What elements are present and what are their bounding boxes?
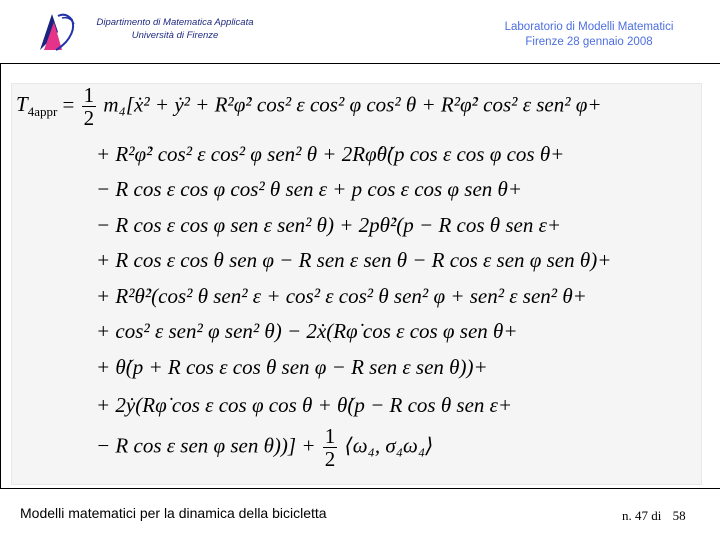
left-border: [0, 63, 1, 488]
equation-line-1: [16, 84, 602, 129]
university-logo: [36, 12, 80, 52]
page-label: n. 47 di: [622, 508, 662, 523]
equation-line-7: + cos² ε sen² φ sen² θ) − 2ẋ(Rφ̇ cos ε cos φ sen θ+: [96, 319, 518, 343]
equation-line-9: + 2ẏ(Rφ̇ cos ε cos φ cos θ + θ̇(p − R cos θ sen ε+: [96, 393, 513, 417]
equation-line-6: + R²θ̇²(cos² θ sen² ε + cos² ε cos² θ sen² φ + sen² ε sen² θ+: [96, 284, 587, 308]
bottom-divider: [0, 488, 720, 489]
half-fraction-2: $\frac{1}{2}$: [324, 424, 336, 471]
presentation-title: Modelli matematici per la dinamica della bicicletta: [20, 505, 327, 521]
venue-date: Firenze 28 gennaio 2008: [525, 36, 653, 48]
university-name: Università di Firenze: [131, 30, 219, 41]
equation-term-10b: ⟨ω₄, σ₄ω₄⟩: [344, 433, 434, 458]
equation-term-10a: − R cos ε sen φ sen θ))] +: [96, 433, 316, 458]
lab-heading: [460, 20, 718, 50]
top-divider: [0, 63, 390, 64]
department-heading: [85, 16, 265, 42]
equation-line-10: [96, 425, 433, 470]
equation-line-4: − R cos ε cos φ sen ε sen² θ) + 2pθ̇²(p − R cos θ sen ε+: [96, 213, 562, 237]
page-number: [622, 508, 686, 524]
equation-line-3: − R cos ε cos φ cos² θ sen ε + p cos ε cos φ sen θ+: [96, 177, 523, 201]
department-name: Dipartimento di Matematica Applicata: [96, 17, 254, 28]
equation-line-8: + θ̇(p + R cos ε cos θ sen φ − R sen ε sen θ))+: [96, 355, 488, 379]
equation-lhs: $T_{4appr}$: [16, 92, 58, 120]
equation-term-1: m₄[ẋ² + ẏ² + R²φ̇² cos² ε cos² φ cos² θ + R²φ̇² cos² ε sen² φ+: [103, 92, 602, 117]
equation-line-2: + R²φ̇² cos² ε cos² φ sen² θ + 2Rφ̇θ̇(p cos ε cos φ cos θ+: [96, 142, 565, 166]
equation-line-5: + R cos ε cos θ sen φ − R sen ε sen θ − R cos ε sen φ sen θ)+: [96, 248, 612, 272]
page-total: 58: [672, 508, 686, 523]
half-fraction: $\frac{1}{2}$: [83, 83, 95, 130]
lab-name: Laboratorio di Modelli Matematici: [504, 21, 674, 33]
top-divider-right: [390, 63, 720, 64]
equals-sign: =: [62, 92, 75, 117]
